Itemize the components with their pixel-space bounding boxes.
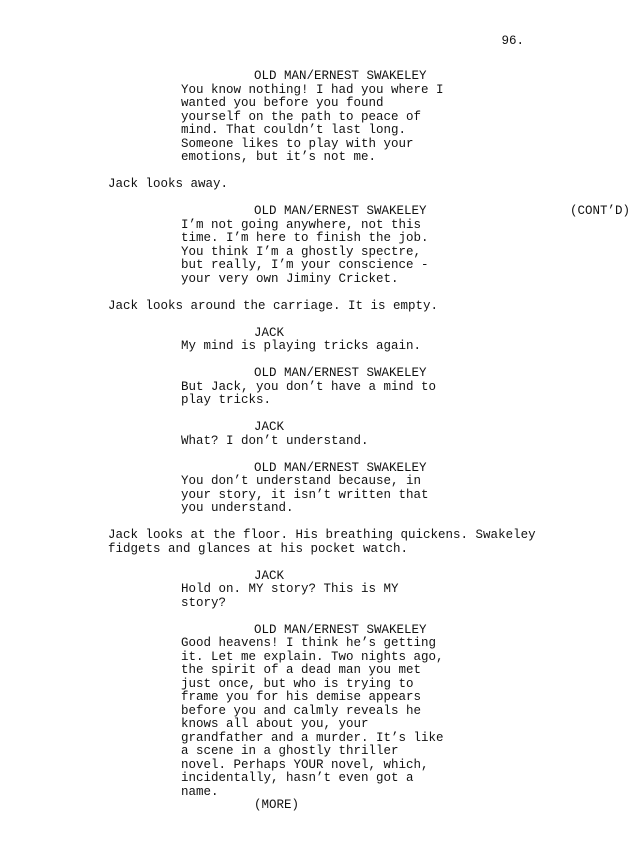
character-cue: OLD MAN/ERNEST SWAKELEY bbox=[254, 622, 427, 637]
dialogue: Hold on. MY story? This is MY story? bbox=[181, 582, 399, 610]
dialogue: You don’t understand because, in your story, it isn’t written that you understand. bbox=[181, 474, 429, 515]
dialogue: Good heavens! I think he’s getting it. Let me explain. Two nights ago, the spirit of a dead man you met just once, but who is trying to frame you for his demise appears before you and calmly reveals he knows all about you, your grandfather and a murder. It’s like a scene in a ghostly thriller novel. Perhaps YOUR novel, which, incidentally, hasn’t even got a name. bbox=[181, 636, 444, 799]
character-cue: JACK bbox=[254, 568, 285, 583]
dialogue: What? I don’t understand. bbox=[181, 433, 369, 448]
character-cue: OLD MAN/ERNEST SWAKELEY (CONT’D) bbox=[254, 204, 630, 218]
script-content bbox=[108, 69, 630, 813]
character-cue: OLD MAN/ERNEST SWAKELEY bbox=[254, 366, 427, 380]
character-cue: OLD MAN/ERNEST SWAKELEY bbox=[254, 460, 427, 475]
dialogue: I’m not going anywhere, not this time. I’m here to finish the job. You think I’m a ghostly spectre, but really, I’m your conscience - your very own Jiminy Cricket. bbox=[181, 217, 429, 286]
character-cue: JACK bbox=[254, 325, 285, 340]
action-line: Jack looks around the carriage. It is empty. bbox=[108, 298, 439, 313]
character-cue: OLD MAN/ERNEST SWAKELEY bbox=[254, 69, 427, 83]
more-marker: (MORE) bbox=[254, 798, 300, 812]
dialogue: You know nothing! I had you where I wanted you before you found yourself on the path to peace of mind. That couldn’t last long. Someone likes to play with your emotions, but it’s not me. bbox=[181, 82, 444, 164]
character-extension: (CONT’D) bbox=[570, 204, 630, 218]
dialogue: My mind is playing tricks again. bbox=[181, 339, 422, 353]
action-line: Jack looks at the floor. His breathing quickens. Swakeley fidgets and glances at his pocket watch. bbox=[108, 528, 536, 556]
page-number: 96. bbox=[501, 34, 524, 48]
character-cue: JACK bbox=[254, 420, 285, 434]
dialogue: But Jack, you don’t have a mind to play tricks. bbox=[181, 379, 437, 407]
action-line: Jack looks away. bbox=[108, 177, 229, 191]
